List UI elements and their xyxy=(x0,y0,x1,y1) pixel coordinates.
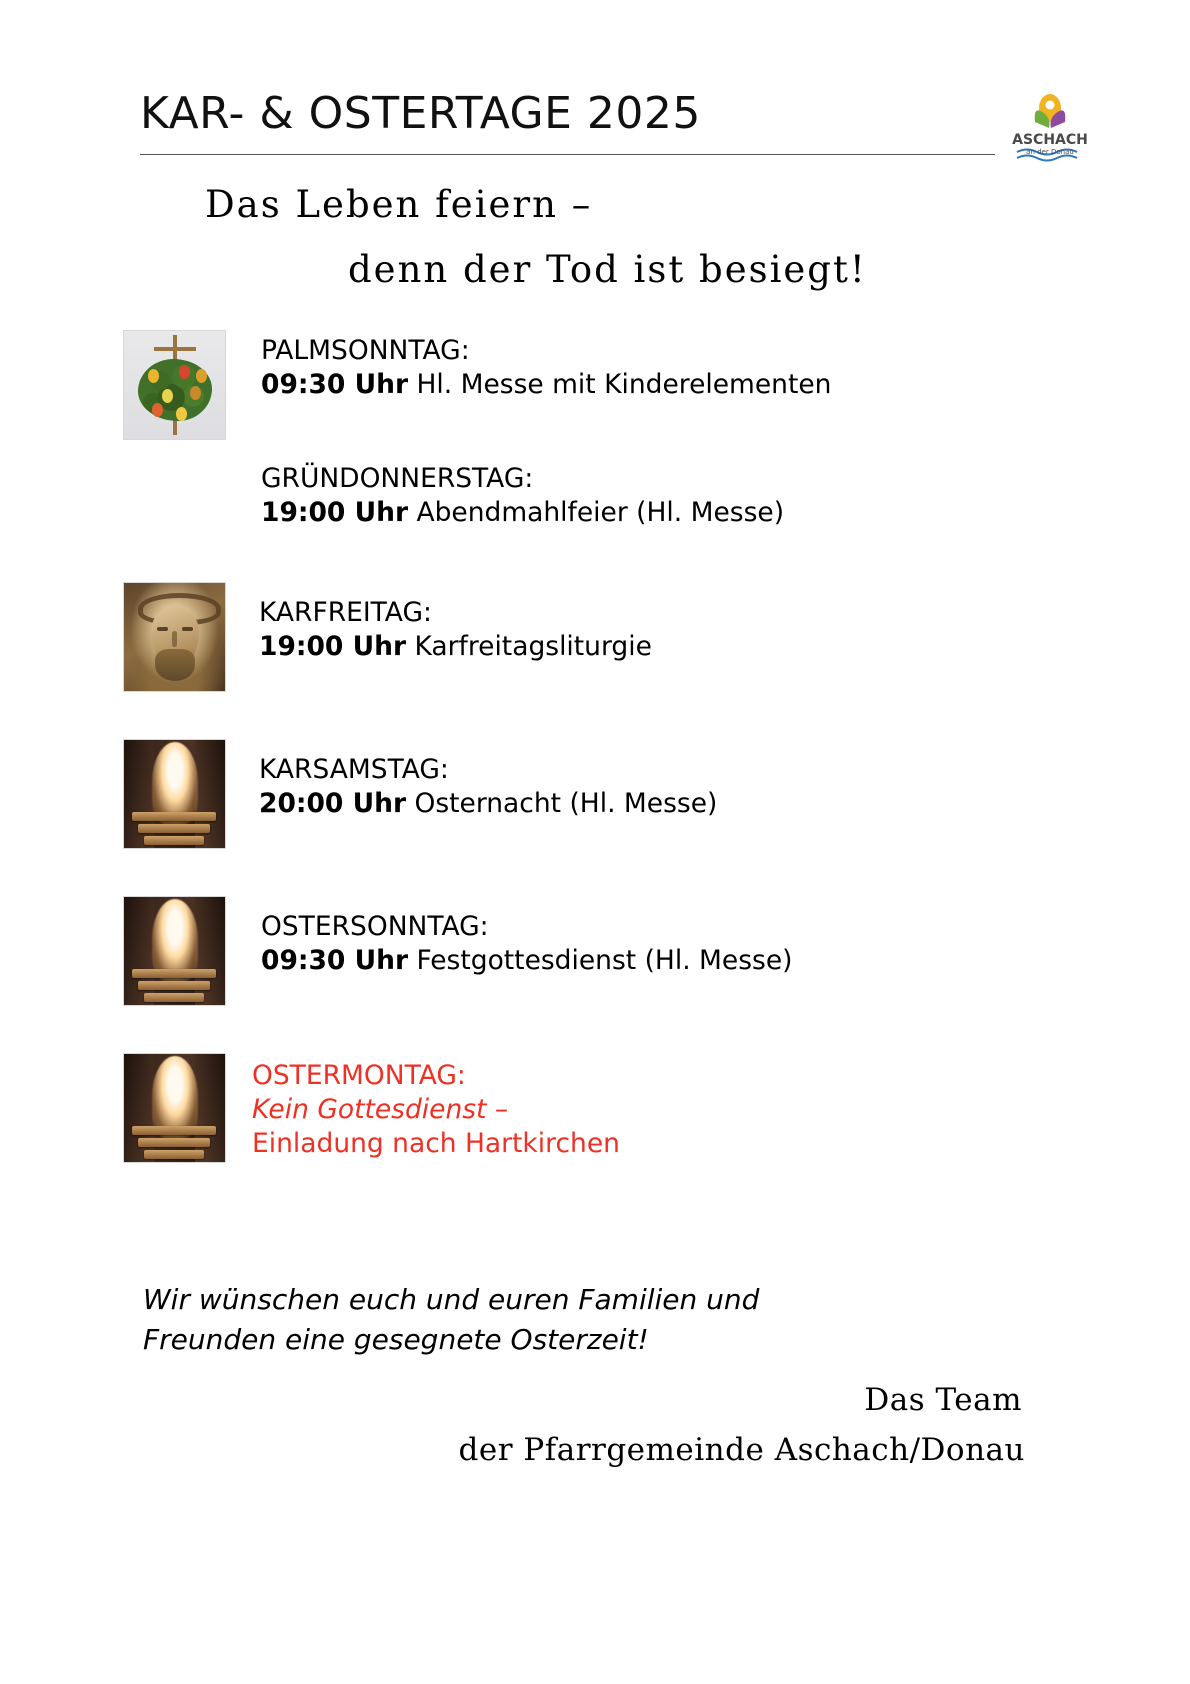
entry-time-line xyxy=(259,630,652,664)
entry-day: KARSAMSTAG: xyxy=(259,753,449,785)
aschach-logo xyxy=(1005,92,1095,170)
entry-day: GRÜNDONNERSTAG: xyxy=(261,463,534,494)
entry-day: OSTERMONTAG: xyxy=(252,1059,466,1091)
aschach-logo-icon xyxy=(1005,92,1095,170)
entry-text xyxy=(261,330,831,402)
schedule-entry xyxy=(0,582,1190,692)
entry-subnote: Einladung nach Hartkirchen xyxy=(252,1127,620,1159)
leeres-grab-thumbnail xyxy=(123,739,226,849)
entry-time: 19:00 Uhr xyxy=(261,496,409,528)
page-title-row xyxy=(140,88,1040,139)
slogan-line-2: denn der Tod ist besiegt! xyxy=(348,248,867,291)
closing-wish xyxy=(143,1280,1043,1360)
entry-subnote-italic: Kein Gottesdienst – xyxy=(252,1093,509,1125)
entry-day: PALMSONNTAG: xyxy=(261,335,470,366)
page-title: KAR- & OSTERTAGE 2025 xyxy=(140,88,701,139)
signature-line-1: Das Team xyxy=(864,1382,1022,1418)
entry-description: Hl. Messe mit Kinderelementen xyxy=(408,368,832,400)
entry-description: Abendmahlfeier (Hl. Messe) xyxy=(408,496,785,528)
entry-description: Festgottesdienst (Hl. Messe) xyxy=(408,944,793,976)
entry-text xyxy=(259,739,717,821)
entry-time-line xyxy=(261,496,784,530)
title-divider xyxy=(140,154,995,155)
schedule-entry xyxy=(0,896,1190,1006)
entry-text xyxy=(261,896,792,978)
entry-day: OSTERSONNTAG: xyxy=(261,910,489,942)
entry-time-line xyxy=(259,787,717,821)
schedule-entry xyxy=(0,462,1190,530)
entry-time: 09:30 Uhr xyxy=(261,944,409,976)
entry-time: 09:30 Uhr xyxy=(261,368,409,400)
entry-time: 19:00 Uhr xyxy=(259,630,407,662)
entry-time: 20:00 Uhr xyxy=(259,787,407,819)
thumbnail-spacer xyxy=(123,462,226,472)
entry-text xyxy=(259,582,652,664)
entry-day: KARFREITAG: xyxy=(259,596,432,628)
entry-time-line xyxy=(261,944,792,978)
slogan-line-1: Das Leben feiern – xyxy=(205,183,593,226)
svg-text:ASCHACH: ASCHACH xyxy=(1012,132,1088,148)
entry-text xyxy=(261,462,784,530)
entry-text xyxy=(252,1053,620,1161)
entry-time-line xyxy=(261,368,831,402)
closing-wish-line-1: Wir wünschen euch und euren Familien und xyxy=(143,1283,760,1316)
svg-text:an der Donau: an der Donau xyxy=(1026,148,1074,156)
schedule-entry xyxy=(0,739,1190,849)
signature-line-2: der Pfarrgemeinde Aschach/Donau xyxy=(458,1432,1025,1468)
schedule-entry xyxy=(0,330,1190,440)
schedule-entry-highlight xyxy=(0,1053,1190,1163)
closing-wish-line-2: Freunden eine gesegnete Osterzeit! xyxy=(143,1322,649,1356)
leeres-grab-thumbnail xyxy=(123,896,226,1006)
service-schedule xyxy=(0,330,1190,1163)
palmbuschen-thumbnail xyxy=(123,330,226,440)
entry-description: Osternacht (Hl. Messe) xyxy=(406,787,718,819)
dornenkrone-christus-thumbnail xyxy=(123,582,226,692)
leeres-grab-thumbnail xyxy=(123,1053,226,1163)
entry-description: Karfreitagsliturgie xyxy=(406,630,652,662)
